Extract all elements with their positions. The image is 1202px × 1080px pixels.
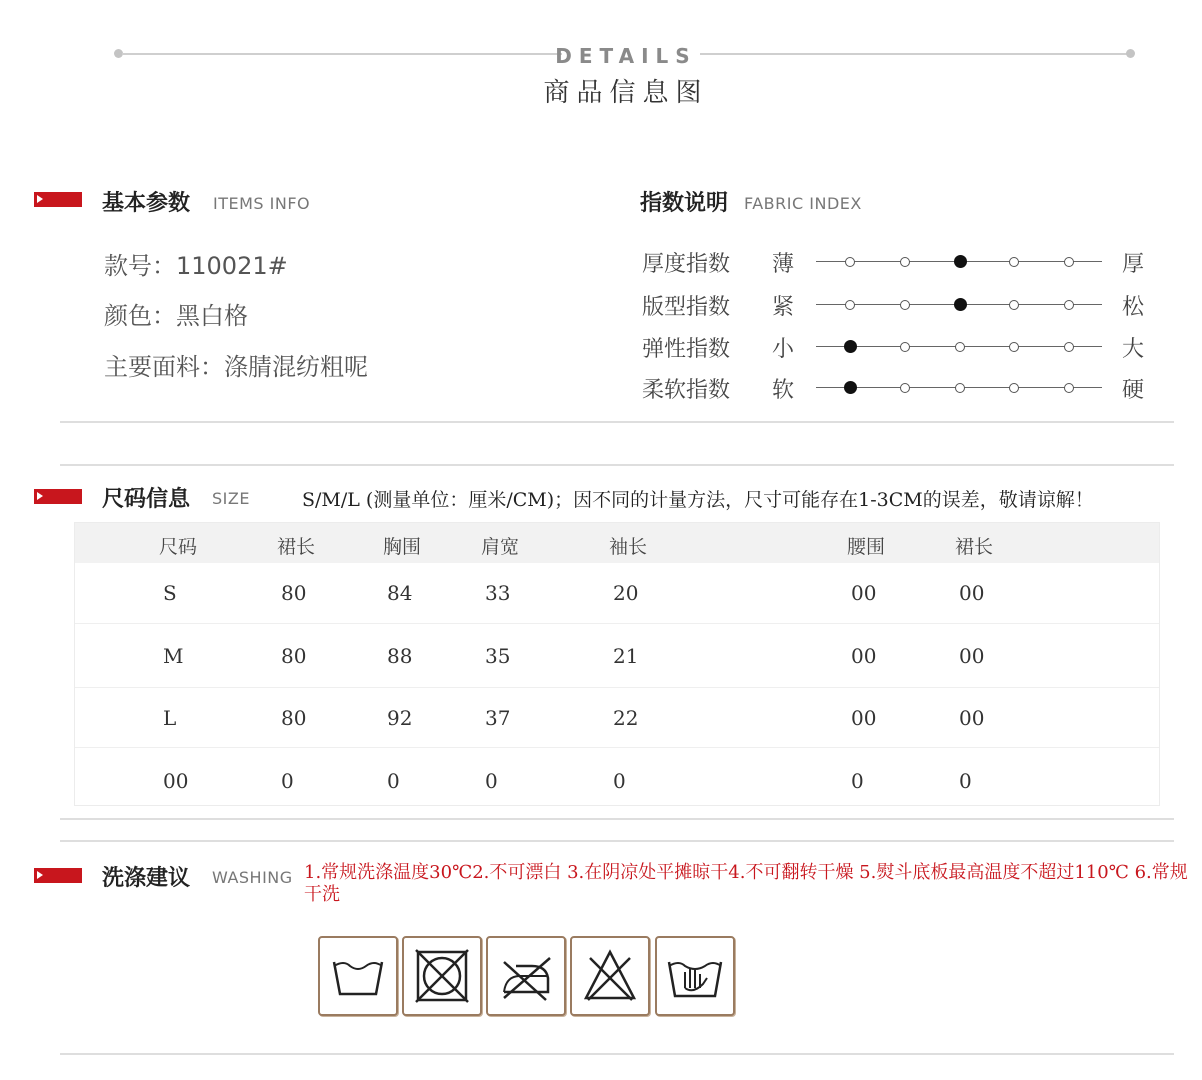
basic-section-title: 基本参数	[102, 191, 191, 216]
no-bleach-icon	[570, 936, 650, 1016]
table-cell: 22	[613, 706, 639, 730]
table-cell: 00	[851, 644, 877, 668]
size-table-column-header: 尺码	[159, 536, 198, 558]
table-cell: 00	[959, 644, 985, 668]
divider	[60, 818, 1174, 820]
size-table-column-header: 裙长	[955, 536, 994, 558]
table-cell: 00	[851, 706, 877, 730]
no-tumble-dry-icon	[402, 936, 482, 1016]
table-row-separator	[75, 687, 1159, 688]
fabric-index-label: 版型指数	[642, 295, 731, 320]
basic-section-subtitle: ITEMS INFO	[213, 194, 311, 213]
hand-wash-icon	[655, 936, 735, 1016]
fabric-index-max-label: 松	[1122, 295, 1145, 320]
item-color: 颜色：黑白格	[104, 302, 248, 330]
table-row-separator	[75, 623, 1159, 624]
table-cell: 00	[959, 581, 985, 605]
fabric-index-marker	[845, 257, 855, 267]
fabric-index-marker	[1009, 383, 1019, 393]
item-number: 款号：110021#	[104, 252, 288, 280]
size-table	[74, 522, 1160, 806]
fabric-index-marker	[900, 383, 910, 393]
fabric-index-marker	[1009, 257, 1019, 267]
divider	[60, 1053, 1174, 1055]
divider	[60, 421, 1174, 423]
table-cell: 84	[387, 581, 413, 605]
size-note: S/M/L (测量单位：厘米/CM)；因不同的计量方法，尺寸可能存在1-3CM的误差，敬请谅解！	[302, 489, 1094, 511]
fabric-index-max-label: 大	[1122, 337, 1145, 362]
table-cell: 00	[959, 706, 985, 730]
table-row-separator	[75, 747, 1159, 748]
table-cell: 0	[387, 769, 400, 793]
fabric-index-marker	[955, 383, 965, 393]
fabric-index-min-label: 软	[772, 378, 795, 403]
fabric-index-label: 厚度指数	[642, 252, 731, 277]
table-cell: 80	[281, 644, 307, 668]
size-label-cell: S	[163, 581, 177, 605]
fabric-index-min-label: 紧	[772, 295, 795, 320]
fabric-index-marker	[1009, 342, 1019, 352]
washing-section-marker	[34, 868, 82, 883]
fabric-index-min-label: 小	[772, 337, 795, 362]
fabric-index-marker	[900, 257, 910, 267]
table-cell: 21	[613, 644, 639, 668]
fabric-index-marker	[845, 300, 855, 310]
table-cell: 92	[387, 706, 413, 730]
fabric-index-marker-active	[844, 340, 857, 353]
size-table-column-header: 袖长	[609, 536, 648, 558]
fabric-index-marker	[1064, 383, 1074, 393]
size-table-column-header: 裙长	[277, 536, 316, 558]
size-table-column-header: 胸围	[383, 536, 422, 558]
fabric-index-label: 柔软指数	[642, 378, 731, 403]
fabric-index-marker	[900, 342, 910, 352]
fabric-index-max-label: 厚	[1122, 252, 1145, 277]
fabric-index-marker	[900, 300, 910, 310]
table-cell: 80	[281, 581, 307, 605]
size-label-cell: L	[163, 706, 177, 730]
fabric-index-marker-active	[954, 298, 967, 311]
size-table-column-header: 腰围	[847, 536, 886, 558]
table-cell: 0	[281, 769, 294, 793]
fabric-index-min-label: 薄	[772, 252, 795, 277]
size-section-subtitle: SIZE	[212, 489, 250, 508]
size-section-marker	[34, 489, 82, 504]
basic-section-marker	[34, 192, 82, 207]
divider	[60, 464, 1174, 466]
table-cell: 0	[613, 769, 626, 793]
fabric-index-label: 弹性指数	[642, 337, 731, 362]
size-label-cell: 00	[163, 769, 189, 793]
table-cell: 00	[851, 581, 877, 605]
washing-instructions: 1.常规洗涤温度30℃2.不可漂白 3.在阴凉处平摊晾干4.不可翻转干燥 5.熨斗底板最高温度不超过110℃ 6.常规干洗	[304, 862, 1188, 905]
table-cell: 35	[485, 644, 511, 668]
size-table-column-header: 肩宽	[481, 536, 520, 558]
fabric-index-marker	[1064, 257, 1074, 267]
divider	[60, 840, 1174, 842]
fabric-index-max-label: 硬	[1122, 378, 1145, 403]
header-chinese-title: 商品信息图	[543, 78, 709, 108]
header-english-title: DETAILS	[555, 44, 697, 68]
table-cell: 0	[485, 769, 498, 793]
fabric-index-marker	[1009, 300, 1019, 310]
size-label-cell: M	[163, 644, 184, 668]
washing-section-subtitle: WASHING	[212, 868, 293, 887]
table-cell: 80	[281, 706, 307, 730]
table-cell: 33	[485, 581, 511, 605]
fabric-index-marker-active	[844, 381, 857, 394]
fabric-section-subtitle: FABRIC INDEX	[744, 194, 862, 213]
table-cell: 20	[613, 581, 639, 605]
table-cell: 37	[485, 706, 511, 730]
table-cell: 0	[851, 769, 864, 793]
item-fabric: 主要面料：涤腈混纺粗呢	[104, 353, 368, 381]
wash-basin-icon	[318, 936, 398, 1016]
table-cell: 0	[959, 769, 972, 793]
no-iron-icon	[486, 936, 566, 1016]
table-cell: 88	[387, 644, 413, 668]
size-section-title: 尺码信息	[102, 487, 191, 512]
fabric-index-marker	[1064, 342, 1074, 352]
fabric-index-marker	[955, 342, 965, 352]
fabric-section-title: 指数说明	[640, 191, 729, 216]
fabric-index-marker	[1064, 300, 1074, 310]
fabric-index-marker-active	[954, 255, 967, 268]
washing-section-title: 洗涤建议	[102, 866, 191, 891]
